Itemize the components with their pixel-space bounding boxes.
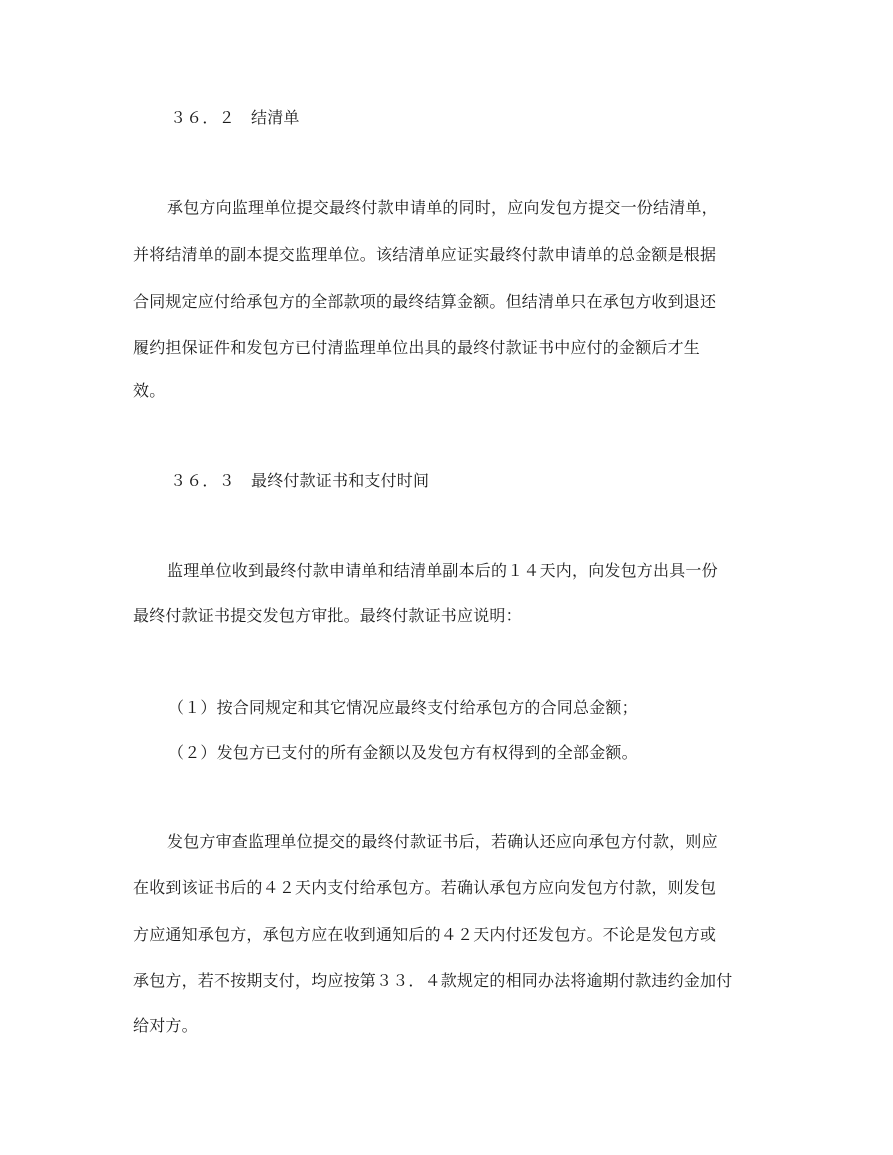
paragraph-line: 并将结清单的副本提交监理单位。该结清单应证实最终付款申请单的总金额是根据 — [133, 245, 717, 264]
paragraph-line: 履约担保证件和发包方已付清监理单位出具的最终付款证书中应付的金额后才生 — [133, 338, 701, 357]
paragraph-line: 方应通知承包方，承包方应在收到通知后的４２天内付还发包方。不论是发包方或 — [133, 925, 717, 944]
paragraph-line: 发包方审查监理单位提交的最终付款证书后，若确认还应向承包方付款，则应 — [167, 832, 718, 851]
paragraph-line: 承包方，若不按期支付，均应按第３３．４款规定的相同办法将逾期付款违约金加付 — [133, 971, 733, 990]
section-heading-36-3: ３６．３ 最终付款证书和支付时间 — [170, 471, 430, 490]
paragraph-line: 给对方。 — [133, 1016, 198, 1035]
paragraph-line: 最终付款证书提交发包方审批。最终付款证书应说明： — [133, 606, 522, 625]
paragraph-line: 效。 — [133, 381, 166, 400]
list-item: （２）发包方已支付的所有金额以及发包方有权得到的全部金额。 — [168, 743, 638, 762]
list-item: （１）按合同规定和其它情况应最终支付给承包方的合同总金额； — [168, 698, 638, 717]
paragraph-line: 合同规定应付给承包方的全部款项的最终结算金额。但结清单只在承包方收到退还 — [133, 292, 717, 311]
paragraph-line: 在收到该证书后的４２天内支付给承包方。若确认承包方应向发包方付款，则发包 — [133, 878, 717, 897]
paragraph-line: 监理单位收到最终付款申请单和结清单副本后的１４天内，向发包方出具一份 — [167, 561, 718, 580]
section-heading-36-2: ３６．２ 结清单 — [170, 108, 300, 127]
paragraph-line: 承包方向监理单位提交最终付款申请单的同时，应向发包方提交一份结清单， — [167, 198, 718, 217]
